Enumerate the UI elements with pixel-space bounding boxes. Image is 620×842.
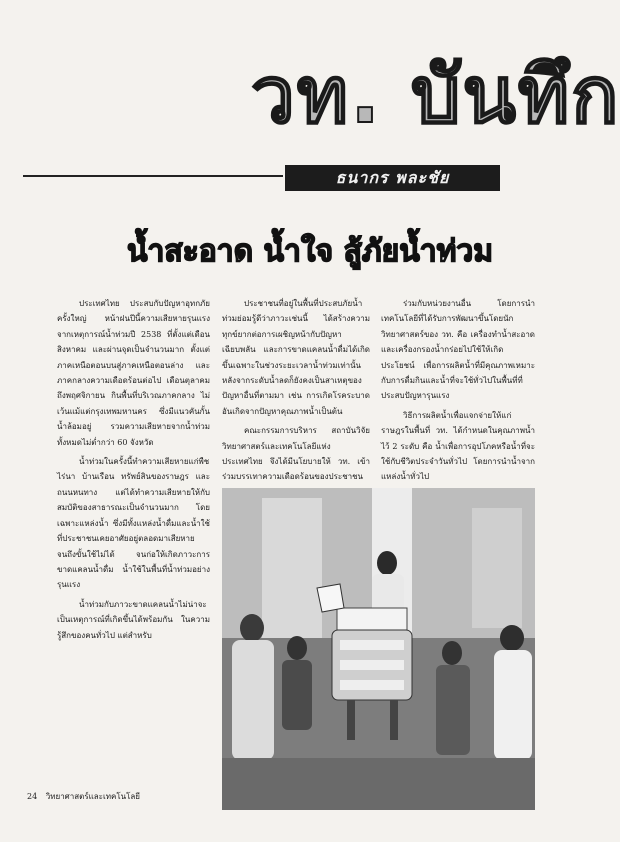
paragraph: วิธีการผลิตน้ำเพื่อแจกจ่ายให้แก่ราษฎรในพื้นที่ วท. ได้กำหนดในคุณภาพน้ำไว้ 2 ระดับ คือ น้ำเพื่อการอุปโภคหรือน้ำที่จะใช้กับชีวิตประจำวันทั่วไป โดยการนำน้ำจากแหล่งน้ำทั่วไป bbox=[381, 410, 535, 482]
paragraph: คณะกรรมการบริหาร สถาบันวิจัยวิทยาศาสตร์และเทคโนโลยีแห่งประเทศไทย จึงได้มีนโยบายให้ วท. เข้าร่วมบรรเทาความเดือดร้อนของประชาชน bbox=[222, 426, 370, 482]
article-column-1 bbox=[57, 296, 210, 806]
page-number: 24 bbox=[27, 792, 38, 801]
article-photo bbox=[222, 488, 535, 810]
page-footer bbox=[27, 790, 140, 804]
article-column-2 bbox=[222, 296, 370, 480]
paragraph: ร่วมกับหน่วยงานอื่น โดยการนำเทคโนโลยีที่ได้รับการพัฒนาขึ้นโดยนักวิทยาศาสตร์ของ วท. คือ เครื่องทำน้ำสะอาด และเครื่องกรองน้ำกร่อยไปใช้ให้เกิดประโยชน์ เพื่อการผลิตน้ำที่มีคุณภาพเหมาะกับการดื่มกินและน้ำที่จะใช้ทั่วไปในพื้นที่ที่ประสบปัญหารุนแรง bbox=[381, 299, 535, 401]
paragraph: น้ำท่วมกับภาวะขาดแคลนน้ำไม่น่าจะเป็นเหตุการณ์ที่เกิดขึ้นได้พร้อมกัน ในความรู้สึกของคนทั่วไป แต่สำหรับ bbox=[57, 599, 210, 640]
paragraph: น้ำท่วมในครั้งนี้ทำความเสียหายแก่พืชไร่นา บ้านเรือน ทรัพย์สินของราษฎร และถนนหนทาง แต่ได้ทำความเสียหายให้กับสมบัติของสาธารณะเป็นจำนวนมาก โดยเฉพาะแหล่งน้ำ ซึ่งมีทั้งแหล่งน้ำดื่มและน้ำใช้ที่ประชาชนเคยอาศัยอยู่ตลอดมาเสียหายจนถึงขั้นใช้ไม่ได้ จนก่อให้เกิดภาวะการขาดแคลนน้ำดื่ม น้ำใช้ในพื้นที่น้ำท่วมอย่างรุนแรง bbox=[57, 457, 210, 590]
article-column-3 bbox=[381, 296, 535, 480]
paragraph: ประเทศไทย ประสบกับปัญหาอุทกภัยครั้งใหญ่ หน้าฝนปีนี้ความเสียหายรุนแรง จากเหตุการณ์น้ำท่วมปี 2538 ที่ตั้งแต่เดือนสิงหาคม และผ่านจุดเป็นจำนวนมาก ตั้งแต่ภาคเหนือตอนบนสู่ภาคเหนือตอนล่าง และภาคกลางความเดือดร้อนต่อไป เดือนตุลาคม ถึงพฤศจิกายน กินพื้นที่บริเวณภาคกลาง ไม่เว้นแม้แต่กรุงเทพมหานคร ซึ่งมีแนวคันกั้นน้ำล้อมอยู่ รวมความเสียหายจากน้ำท่วมทั้งหมดไม่ต่ำกว่า 60 จังหวัด bbox=[57, 299, 210, 447]
author-byline: ธนากร พละชัย bbox=[285, 165, 500, 191]
paragraph: ประชาชนที่อยู่ในพื้นที่ประสบภัยน้ำท่วมย่อมรู้ดีว่าภาวะเช่นนี้ ได้สร้างความทุกข์ยากต่อการเผชิญหน้ากับปัญหาเฉียบพลัน และการขาดแคลนน้ำดื่มได้เกิดขึ้นเฉพาะในช่วงระยะเวลาน้ำท่วมเท่านั้น หลังจากระดับน้ำลดก็ยังคงเป็นสาเหตุของปัญหาอื่นที่ตามมา เช่น การเกิดโรคระบาด อันเกิดจากปัญหาคุณภาพน้ำเป็นต้น bbox=[222, 299, 370, 416]
photo-water-purification-icon bbox=[222, 488, 535, 810]
section-title: วท. บันทึก bbox=[251, 51, 620, 141]
publication-name: วิทยาศาสตร์และเทคโนโลยี bbox=[45, 792, 140, 801]
article-headline: น้ำสะอาด น้ำใจ สู้ภัยน้ำท่วม bbox=[126, 234, 493, 269]
title-rule bbox=[23, 175, 283, 177]
